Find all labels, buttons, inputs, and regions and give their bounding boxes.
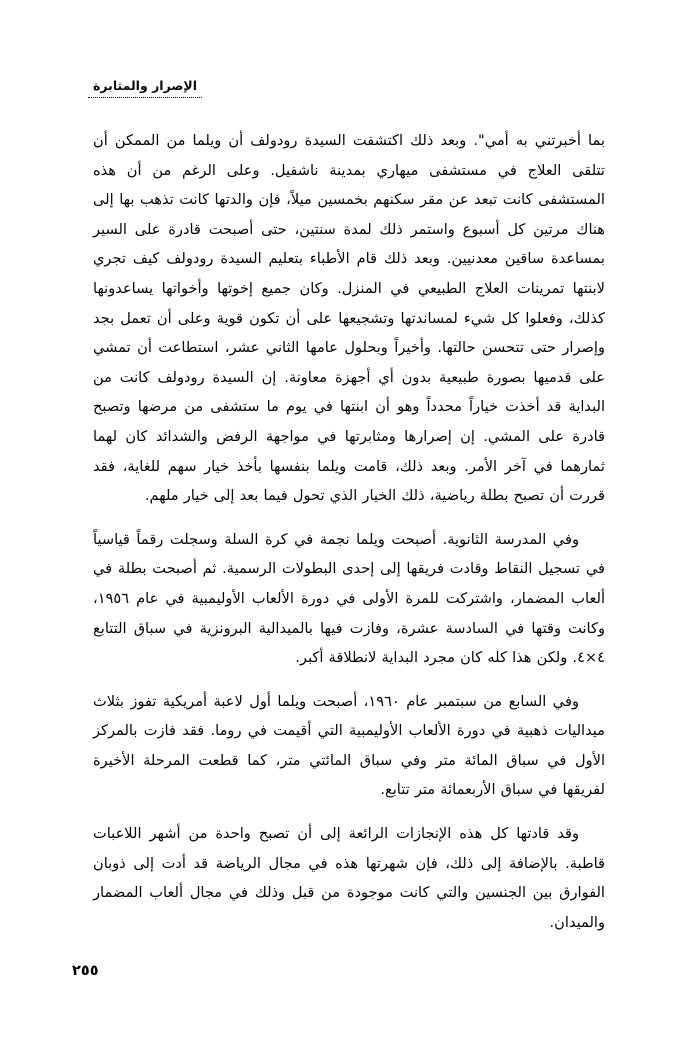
chapter-title: الإصرار والمثابرة	[92, 78, 198, 93]
paragraph-2: وفي المدرسة الثانوية. أصبحت ويلما نجمة في كرة السلة وسجلت رقماً قياسياً في تسجيل النقاط وقادت فريقها إلى إحدى البطولات الرسمية. ثم أصبحت بطلة في ألعاب المضمار، واشتركت للمرة الأولى في دورة الألعاب الأوليمبية في عام ١٩٥٦، وكانت وقتها في السادسة عشرة، وفازت فيها بالميدالية البرونزية في سباق التتابع ٤×٤. ولكن هذا كله كان مجرد البداية لانطلاقة أكبر.	[93, 530, 605, 667]
body-text-column	[93, 126, 605, 937]
paragraph-3: وفي السابع من سبتمبر عام ١٩٦٠، أصبحت ويلما أول لاعبة أمريكية تفوز بثلاث ميداليات ذهبية في دورة الألعاب الأوليمبية التي أقيمت في روما. فقد فازت بالمركز الأول في سباق المائة متر وفي سباق المائتي متر، كما قطعت المرحلة الأخيرة لفريقها في سباق الأربعمائة متر تتابع.	[93, 692, 605, 799]
paragraph-4: وقد قادتها كل هذه الإنجازات الرائعة إلى أن تصبح واحدة من أشهر اللاعبات قاطبة. بالإضافة إلى ذلك، فإن شهرتها هذه في مجال الرياضة قد أدت إلى ذوبان الفوارق بين الجنسين والتي كانت موجودة من قبل وذلك في مجال ألعاب المضمار والميدان.	[93, 825, 605, 931]
paragraph-1: بما أخبرتني به أمي". وبعد ذلك اكتشفت السيدة رودولف أن ويلما من الممكن أن تتلقى العلاج في مستشفى ميهاري بمدينة ناشفيل. وعلى الرغم من أن هذه المستشفى كانت تبعد عن مقر سكنهم بخمسين ميلاً، فإن والدتها كانت تذهب بها إلى هناك مرتين كل أسبوع واستمر ذلك لمدة سنتين، حتى أصبحت قادرة على السير بمساعدة ساقين معدنيين. وبعد ذلك قام الأطباء بتعليم السيدة رودولف كيف تجري لابنتها تمرينات العلاج الطبيعي في المنزل. وكان جميع إخوتها وأخواتها يساعدونها كذلك، وفعلوا كل شيء لمساندتها وتشجيعها على أن تكون قوية وعلى أن تعمل بجد وإصرار حتى تتحسن حالتها. وأخيراً وبحلول عامها الثاني عشر، استطاعت أن تمشي على قدميها بصورة طبيعية بدون أي أجهزة معاونة. إن السيدة رودولف كانت من البداية قد أخذت خياراً محدداً وهو أن ابنتها في يوم ما ستشفى من مرضها وتصبح قادرة على المشي. إن إصرارها ومثابرتها في مواجهة الرفض والشدائد كان لهما ثمارهما في آخر الأمر. وبعد ذلك، قامت ويلما بنفسها بأخذ خيار سهم للغاية، فقد قررت أن تصبح بطلة رياضية، ذلك الخيار الذي تحول فيما بعد إلى خيار ملهم.	[93, 132, 605, 505]
page-number: ٢٥٥	[72, 963, 99, 979]
running-header	[0, 78, 698, 108]
header-underline-rule	[88, 97, 202, 98]
running-header-inner	[88, 78, 202, 98]
